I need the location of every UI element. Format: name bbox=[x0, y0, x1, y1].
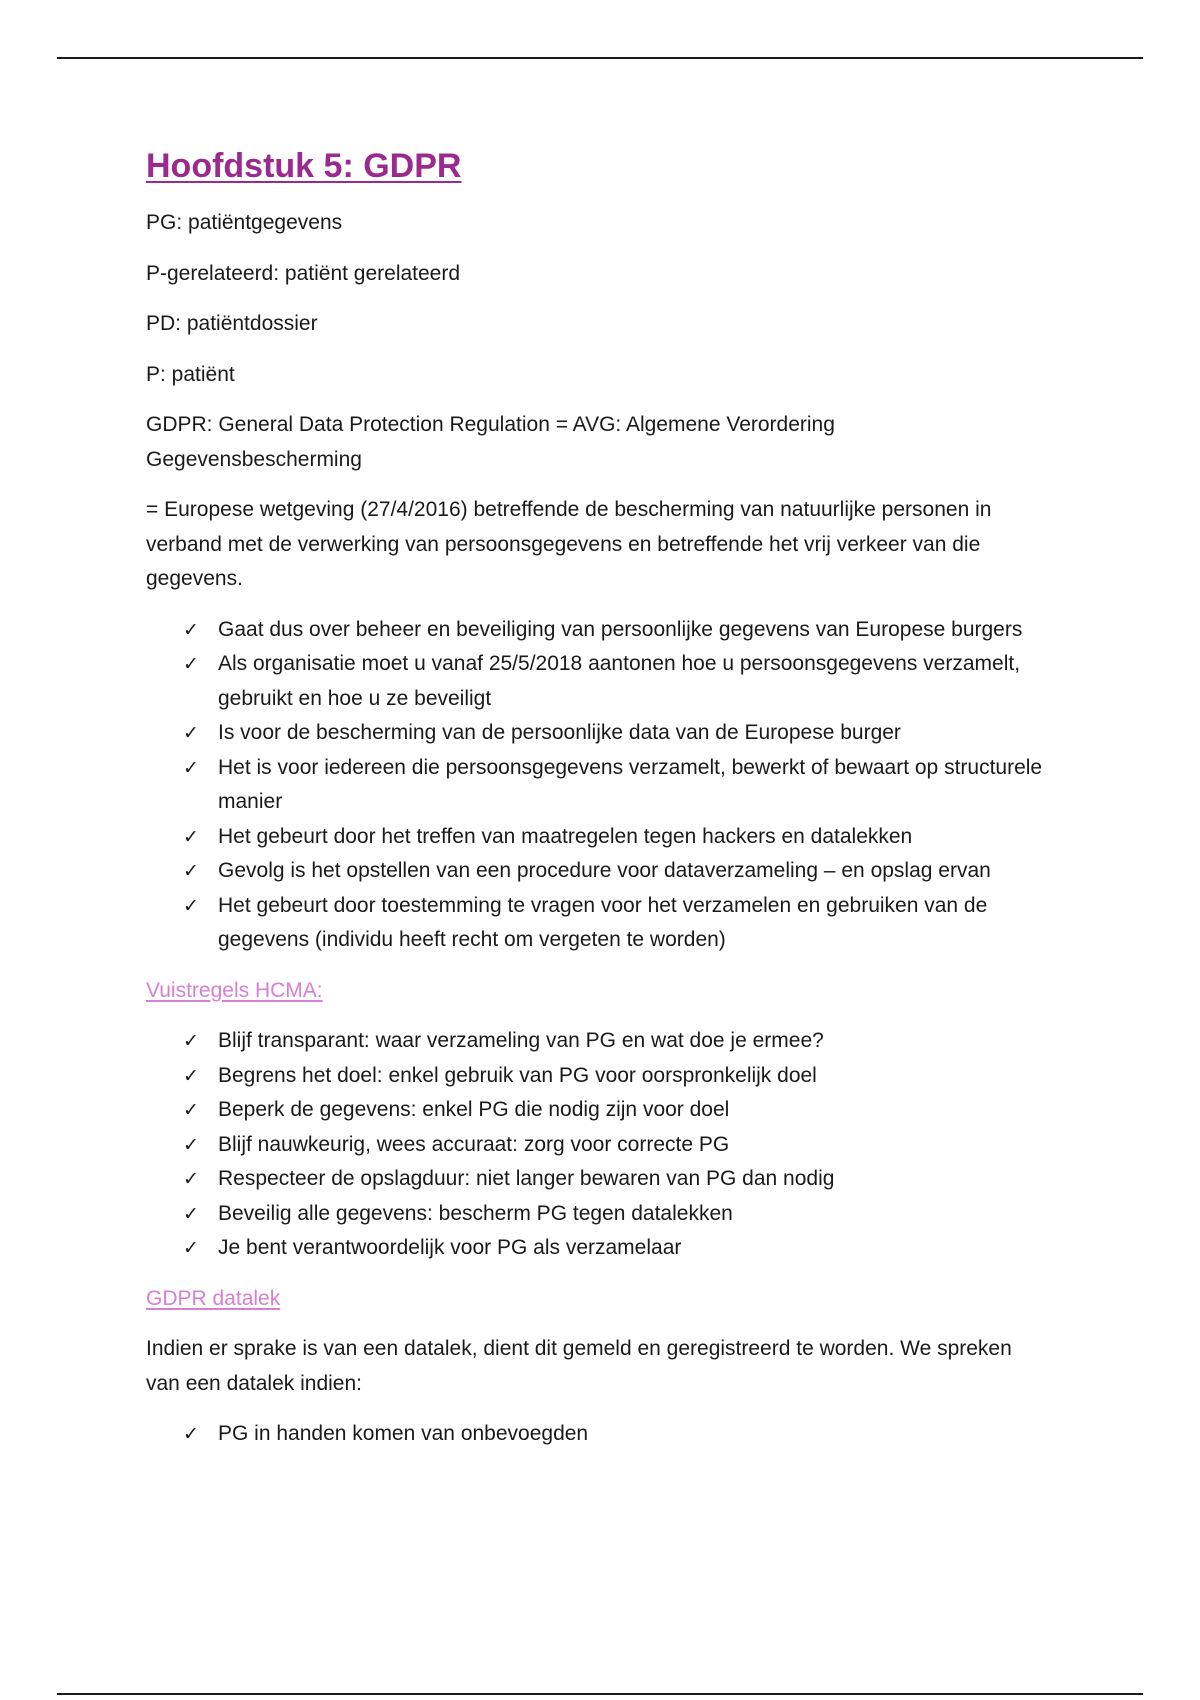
datalek-paragraph: Indien er sprake is van een datalek, dient dit gemeld en geregistreerd te worden. We spreken van een datalek indien: bbox=[146, 1337, 1012, 1395]
list-item: ✓ Gaat dus over beheer en beveiliging van persoonlijke gegevens van Europese burgers bbox=[183, 613, 1046, 648]
check-icon: ✓ bbox=[183, 618, 199, 641]
list-item: ✓ Respecteer de opslagduur: niet langer bewaren van PG dan nodig bbox=[183, 1162, 1046, 1197]
check-icon: ✓ bbox=[183, 825, 199, 848]
list-item: ✓ Is voor de bescherming van de persoonlijke data van de Europese burger bbox=[183, 716, 1046, 751]
check-icon: ✓ bbox=[183, 1237, 199, 1259]
bottom-rule bbox=[57, 1693, 1143, 1695]
check-icon: ✓ bbox=[183, 1202, 199, 1225]
check-icon: ✓ bbox=[183, 894, 199, 917]
gdpr-description: = Europese wetgeving (27/4/2016) betreffende de bescherming van natuurlijke personen in verband met de verwerking van persoonsgegevens en betreffende het vrij verkeer van die gegevens. bbox=[146, 498, 992, 590]
list-item: ✓ Het gebeurt door toestemming te vragen voor het verzamelen en gebruiken van de gegevens (individu heeft recht om vergeten te worden) bbox=[183, 889, 1046, 958]
check-icon: ✓ bbox=[183, 860, 199, 882]
check-icon: ✓ bbox=[183, 1423, 199, 1445]
list-item: ✓ Je bent verantwoordelijk voor PG als verzamelaar bbox=[183, 1231, 1046, 1266]
definition-p: P: patiënt bbox=[146, 362, 235, 386]
document-body bbox=[146, 140, 1046, 1468]
list-item: ✓ Het is voor iedereen die persoonsgegevens verzamelt, bewerkt of bewaart op structurele manier bbox=[183, 751, 1046, 820]
list-item: ✓ Begrens het doel: enkel gebruik van PG voor oorspronkelijk doel bbox=[183, 1059, 1046, 1094]
definition-p-gerelateerd: P-gerelateerd: patiënt gerelateerd bbox=[146, 261, 461, 285]
datalek-points-list bbox=[146, 1417, 1046, 1452]
check-icon: ✓ bbox=[183, 1099, 199, 1121]
check-icon: ✓ bbox=[183, 1133, 199, 1156]
gdpr-points-list bbox=[146, 613, 1046, 958]
list-item: ✓ PG in handen komen van onbevoegden bbox=[183, 1417, 1046, 1452]
check-icon: ✓ bbox=[183, 1064, 199, 1087]
list-item: ✓ Blijf nauwkeurig, wees accuraat: zorg voor correcte PG bbox=[183, 1128, 1046, 1163]
page-title: Hoofdstuk 5: GDPR bbox=[146, 147, 462, 185]
list-item: ✓ Beveilig alle gegevens: bescherm PG tegen datalekken bbox=[183, 1197, 1046, 1232]
hcma-heading[interactable]: Vuistregels HCMA: bbox=[146, 978, 323, 1002]
definition-pd: PD: patiëntdossier bbox=[146, 312, 318, 335]
list-item: ✓ Het gebeurt door het treffen van maatregelen tegen hackers en datalekken bbox=[183, 820, 1046, 855]
check-icon: ✓ bbox=[183, 1030, 199, 1052]
check-icon: ✓ bbox=[183, 722, 199, 744]
hcma-points-list bbox=[146, 1024, 1046, 1266]
check-icon: ✓ bbox=[183, 1168, 199, 1190]
definition-pg: PG: patiëntgegevens bbox=[146, 211, 343, 234]
top-rule bbox=[57, 57, 1143, 59]
check-icon: ✓ bbox=[183, 653, 199, 675]
list-item: ✓ Gevolg is het opstellen van een procedure voor dataverzameling – en opslag ervan bbox=[183, 854, 1046, 889]
list-item: ✓ Beperk de gegevens: enkel PG die nodig zijn voor doel bbox=[183, 1093, 1046, 1128]
check-icon: ✓ bbox=[183, 756, 199, 779]
definition-gdpr: GDPR: General Data Protection Regulation = AVG: Algemene Verordering Gegevensbescherming bbox=[146, 413, 835, 471]
datalek-heading[interactable]: GDPR datalek bbox=[146, 1286, 281, 1310]
list-item: ✓ Als organisatie moet u vanaf 25/5/2018 aantonen hoe u persoonsgegevens verzamelt, gebruikt en hoe u ze beveiligt bbox=[183, 647, 1046, 716]
list-item: ✓ Blijf transparant: waar verzameling van PG en wat doe je ermee? bbox=[183, 1024, 1046, 1059]
